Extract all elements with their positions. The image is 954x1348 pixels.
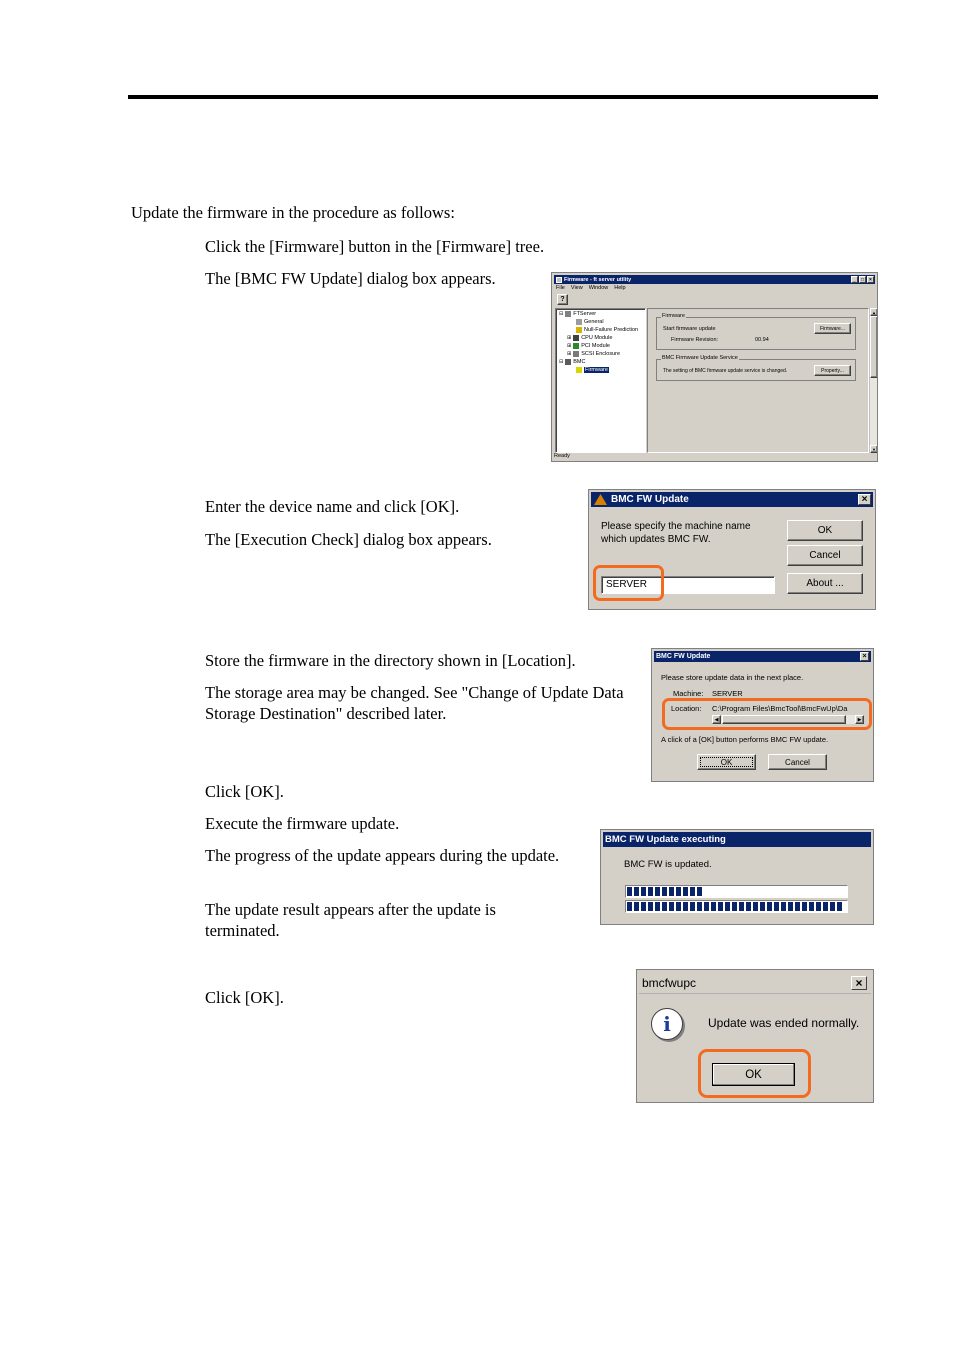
- tree-item-general[interactable]: General: [576, 319, 604, 325]
- progress-block: [718, 902, 723, 911]
- ok-button[interactable]: OK: [712, 1063, 795, 1086]
- bmcfwupc-titlebar: [639, 972, 871, 994]
- success-message: Update was ended normally.: [708, 1016, 860, 1030]
- step2-line1: Enter the device name and click [OK].: [205, 497, 460, 516]
- pci-icon: [573, 343, 579, 349]
- machine-name-prompt: Please specify the machine name which updates BMC FW.: [601, 521, 751, 545]
- highlight-ok: [698, 1049, 811, 1098]
- progress-block: [830, 902, 835, 911]
- header-rule: [128, 95, 878, 99]
- info-icon: i: [651, 1008, 683, 1040]
- cancel-button[interactable]: Cancel: [768, 754, 827, 770]
- location-dialog-title: BMC FW Update: [656, 653, 711, 660]
- progress-block: [732, 902, 737, 911]
- machine-label: Machine:: [673, 689, 704, 698]
- executing-title: BMC FW Update executing: [605, 834, 726, 845]
- progress-bar-full: [625, 900, 848, 913]
- progress-block: [767, 902, 772, 911]
- prediction-icon: [576, 327, 582, 333]
- progress-block: [648, 887, 653, 896]
- step5-line1: Execute the firmware update.: [205, 814, 400, 833]
- location-label: Location:: [671, 704, 702, 713]
- bmcfwupc-title: bmcfwupc: [642, 975, 697, 990]
- progress-block: [655, 887, 660, 896]
- bmc-dialog-titlebar: [591, 492, 873, 507]
- store-message: Please store update data in the next place.: [661, 673, 804, 682]
- close-icon[interactable]: ×: [851, 976, 867, 990]
- bmc-icon: [565, 359, 571, 365]
- machine-value: SERVER: [712, 689, 743, 698]
- tree-item-bmc[interactable]: ⊟ BMC: [559, 359, 586, 365]
- tree-item-firmware[interactable]: Firmware: [576, 367, 609, 373]
- progress-block: [690, 887, 695, 896]
- step5-line2: The progress of the update appears during the update.: [205, 846, 560, 865]
- progress-block: [788, 902, 793, 911]
- ok-button[interactable]: OK: [697, 754, 756, 770]
- service-group: [656, 355, 856, 381]
- tree-item-scsi[interactable]: ⊞ SCSI Enclosure: [567, 351, 621, 357]
- location-dialog-titlebar: [654, 651, 871, 662]
- revision-label: Firmware Revision:: [671, 337, 719, 343]
- minimize-icon[interactable]: _: [851, 276, 858, 283]
- property-button[interactable]: Property...: [814, 365, 851, 376]
- highlight-location: [662, 698, 872, 730]
- start-update-label: Start firmware update: [663, 326, 716, 332]
- progress-block: [634, 902, 639, 911]
- progress-block: [823, 902, 828, 911]
- progress-block: [641, 887, 646, 896]
- progress-block: [837, 902, 842, 911]
- general-icon: [576, 319, 582, 325]
- updating-message: BMC FW is updated.: [624, 859, 712, 870]
- close-icon[interactable]: ×: [860, 652, 869, 661]
- progress-block: [676, 902, 681, 911]
- menu-view[interactable]: View: [570, 285, 583, 291]
- progress-block: [802, 902, 807, 911]
- progress-block: [795, 902, 800, 911]
- progress-block: [676, 887, 681, 896]
- menu-file[interactable]: File: [556, 285, 565, 291]
- tree-item-prediction[interactable]: Null-Failure Prediction: [576, 327, 638, 333]
- ok-note: A click of a [OK] button performs BMC FW update.: [661, 735, 829, 744]
- progress-block: [760, 902, 765, 911]
- firmware-button[interactable]: Firmware...: [814, 323, 851, 334]
- service-text: The setting of BMC firmware update service is changed.: [663, 368, 788, 374]
- bmc-location-dialog: [651, 648, 874, 782]
- help-toolbar-icon[interactable]: ?: [557, 294, 568, 305]
- server-icon: [565, 311, 571, 317]
- step5-line3: The update result appears after the update is terminated.: [205, 900, 496, 940]
- progress-block: [711, 902, 716, 911]
- tree-item-pci[interactable]: ⊞ PCI Module: [567, 343, 610, 349]
- cpu-icon: [573, 335, 579, 341]
- tree-pane: [555, 308, 646, 453]
- scsi-icon: [573, 351, 579, 357]
- ft-utility-titlebar: [554, 275, 875, 284]
- cancel-button[interactable]: Cancel: [787, 545, 863, 566]
- step4-line1: Click [OK].: [205, 782, 284, 801]
- location-value: C:\Program Files\BmcTool\BmcFwUp\Da: [712, 704, 848, 713]
- step3-line2: The storage area may be changed. See "Change of Update Data Storage Destination" described later.: [205, 683, 624, 723]
- progress-block: [697, 902, 702, 911]
- progress-block: [662, 887, 667, 896]
- progress-block: [753, 902, 758, 911]
- step2-line2: The [Execution Check] dialog box appears.: [205, 530, 492, 549]
- firmware-icon: [576, 367, 582, 373]
- ok-button[interactable]: OK: [787, 520, 863, 541]
- step1-line1: Click the [Firmware] button in the [Firmware] tree.: [205, 237, 545, 256]
- progress-block: [627, 902, 632, 911]
- scroll-right-icon[interactable]: ▶: [855, 715, 864, 724]
- revision-value: 00.94: [755, 337, 769, 343]
- scroll-down-icon[interactable]: ▼: [870, 445, 878, 453]
- progress-block: [683, 902, 688, 911]
- progress-block: [697, 887, 702, 896]
- maximize-icon[interactable]: □: [860, 276, 865, 283]
- menu-help[interactable]: Help: [614, 285, 626, 291]
- step1-line2: The [BMC FW Update] dialog box appears.: [205, 269, 496, 288]
- progress-block: [648, 902, 653, 911]
- update-executing-dialog: [600, 829, 874, 925]
- bmc-dialog-title: BMC FW Update: [611, 494, 689, 505]
- app-icon: [556, 277, 562, 283]
- progress-block: [634, 887, 639, 896]
- scroll-thumb[interactable]: [870, 316, 878, 378]
- progress-block: [704, 902, 709, 911]
- bmc-app-icon: [594, 494, 607, 505]
- close-icon[interactable]: ×: [858, 494, 871, 505]
- tree-item-ftserver[interactable]: ⊟ FTServer: [559, 311, 597, 317]
- executing-titlebar: [603, 832, 871, 847]
- progress-block: [669, 902, 674, 911]
- service-group-title: BMC Firmware Update Service: [662, 355, 738, 361]
- progress-block: [690, 902, 695, 911]
- progress-block: [739, 902, 744, 911]
- status-bar: Ready: [554, 453, 570, 459]
- progress-block: [683, 887, 688, 896]
- progress-block: [655, 902, 660, 911]
- menu-bar: [556, 285, 626, 291]
- progress-block: [669, 887, 674, 896]
- vertical-scrollbar[interactable]: [869, 308, 877, 453]
- scroll-up-icon[interactable]: ▲: [870, 308, 878, 316]
- progress-block: [746, 902, 751, 911]
- progress-block: [809, 902, 814, 911]
- progress-block: [662, 902, 667, 911]
- firmware-group: [656, 313, 856, 350]
- progress-block: [641, 902, 646, 911]
- progress-block: [781, 902, 786, 911]
- ft-utility-title: Firmware - ft server utility: [564, 276, 632, 283]
- scroll-left-icon[interactable]: ◀: [712, 715, 721, 724]
- step3-line1: Store the firmware in the directory shown in [Location].: [205, 651, 576, 670]
- bmcfwupc-dialog: [636, 969, 874, 1103]
- progress-bar-partial: [625, 885, 848, 898]
- progress-block: [816, 902, 821, 911]
- details-pane: [647, 308, 869, 453]
- bmc-fw-update-dialog: [588, 489, 876, 610]
- highlight-machine-name: [593, 565, 664, 601]
- intro-text: Update the firmware in the procedure as follows:: [131, 203, 455, 222]
- progress-block: [627, 887, 632, 896]
- menu-window[interactable]: Window: [588, 285, 609, 291]
- close-icon[interactable]: ×: [867, 276, 874, 283]
- firmware-group-title: Firmware: [662, 313, 685, 319]
- ft-utility-window: [551, 272, 878, 462]
- about-button[interactable]: About ...: [787, 573, 863, 594]
- progress-block: [774, 902, 779, 911]
- step6-line1: Click [OK].: [205, 988, 284, 1007]
- progress-block: [725, 902, 730, 911]
- machine-name-value: SERVER: [606, 579, 647, 590]
- tree-item-cpu[interactable]: ⊞ CPU Module: [567, 335, 613, 341]
